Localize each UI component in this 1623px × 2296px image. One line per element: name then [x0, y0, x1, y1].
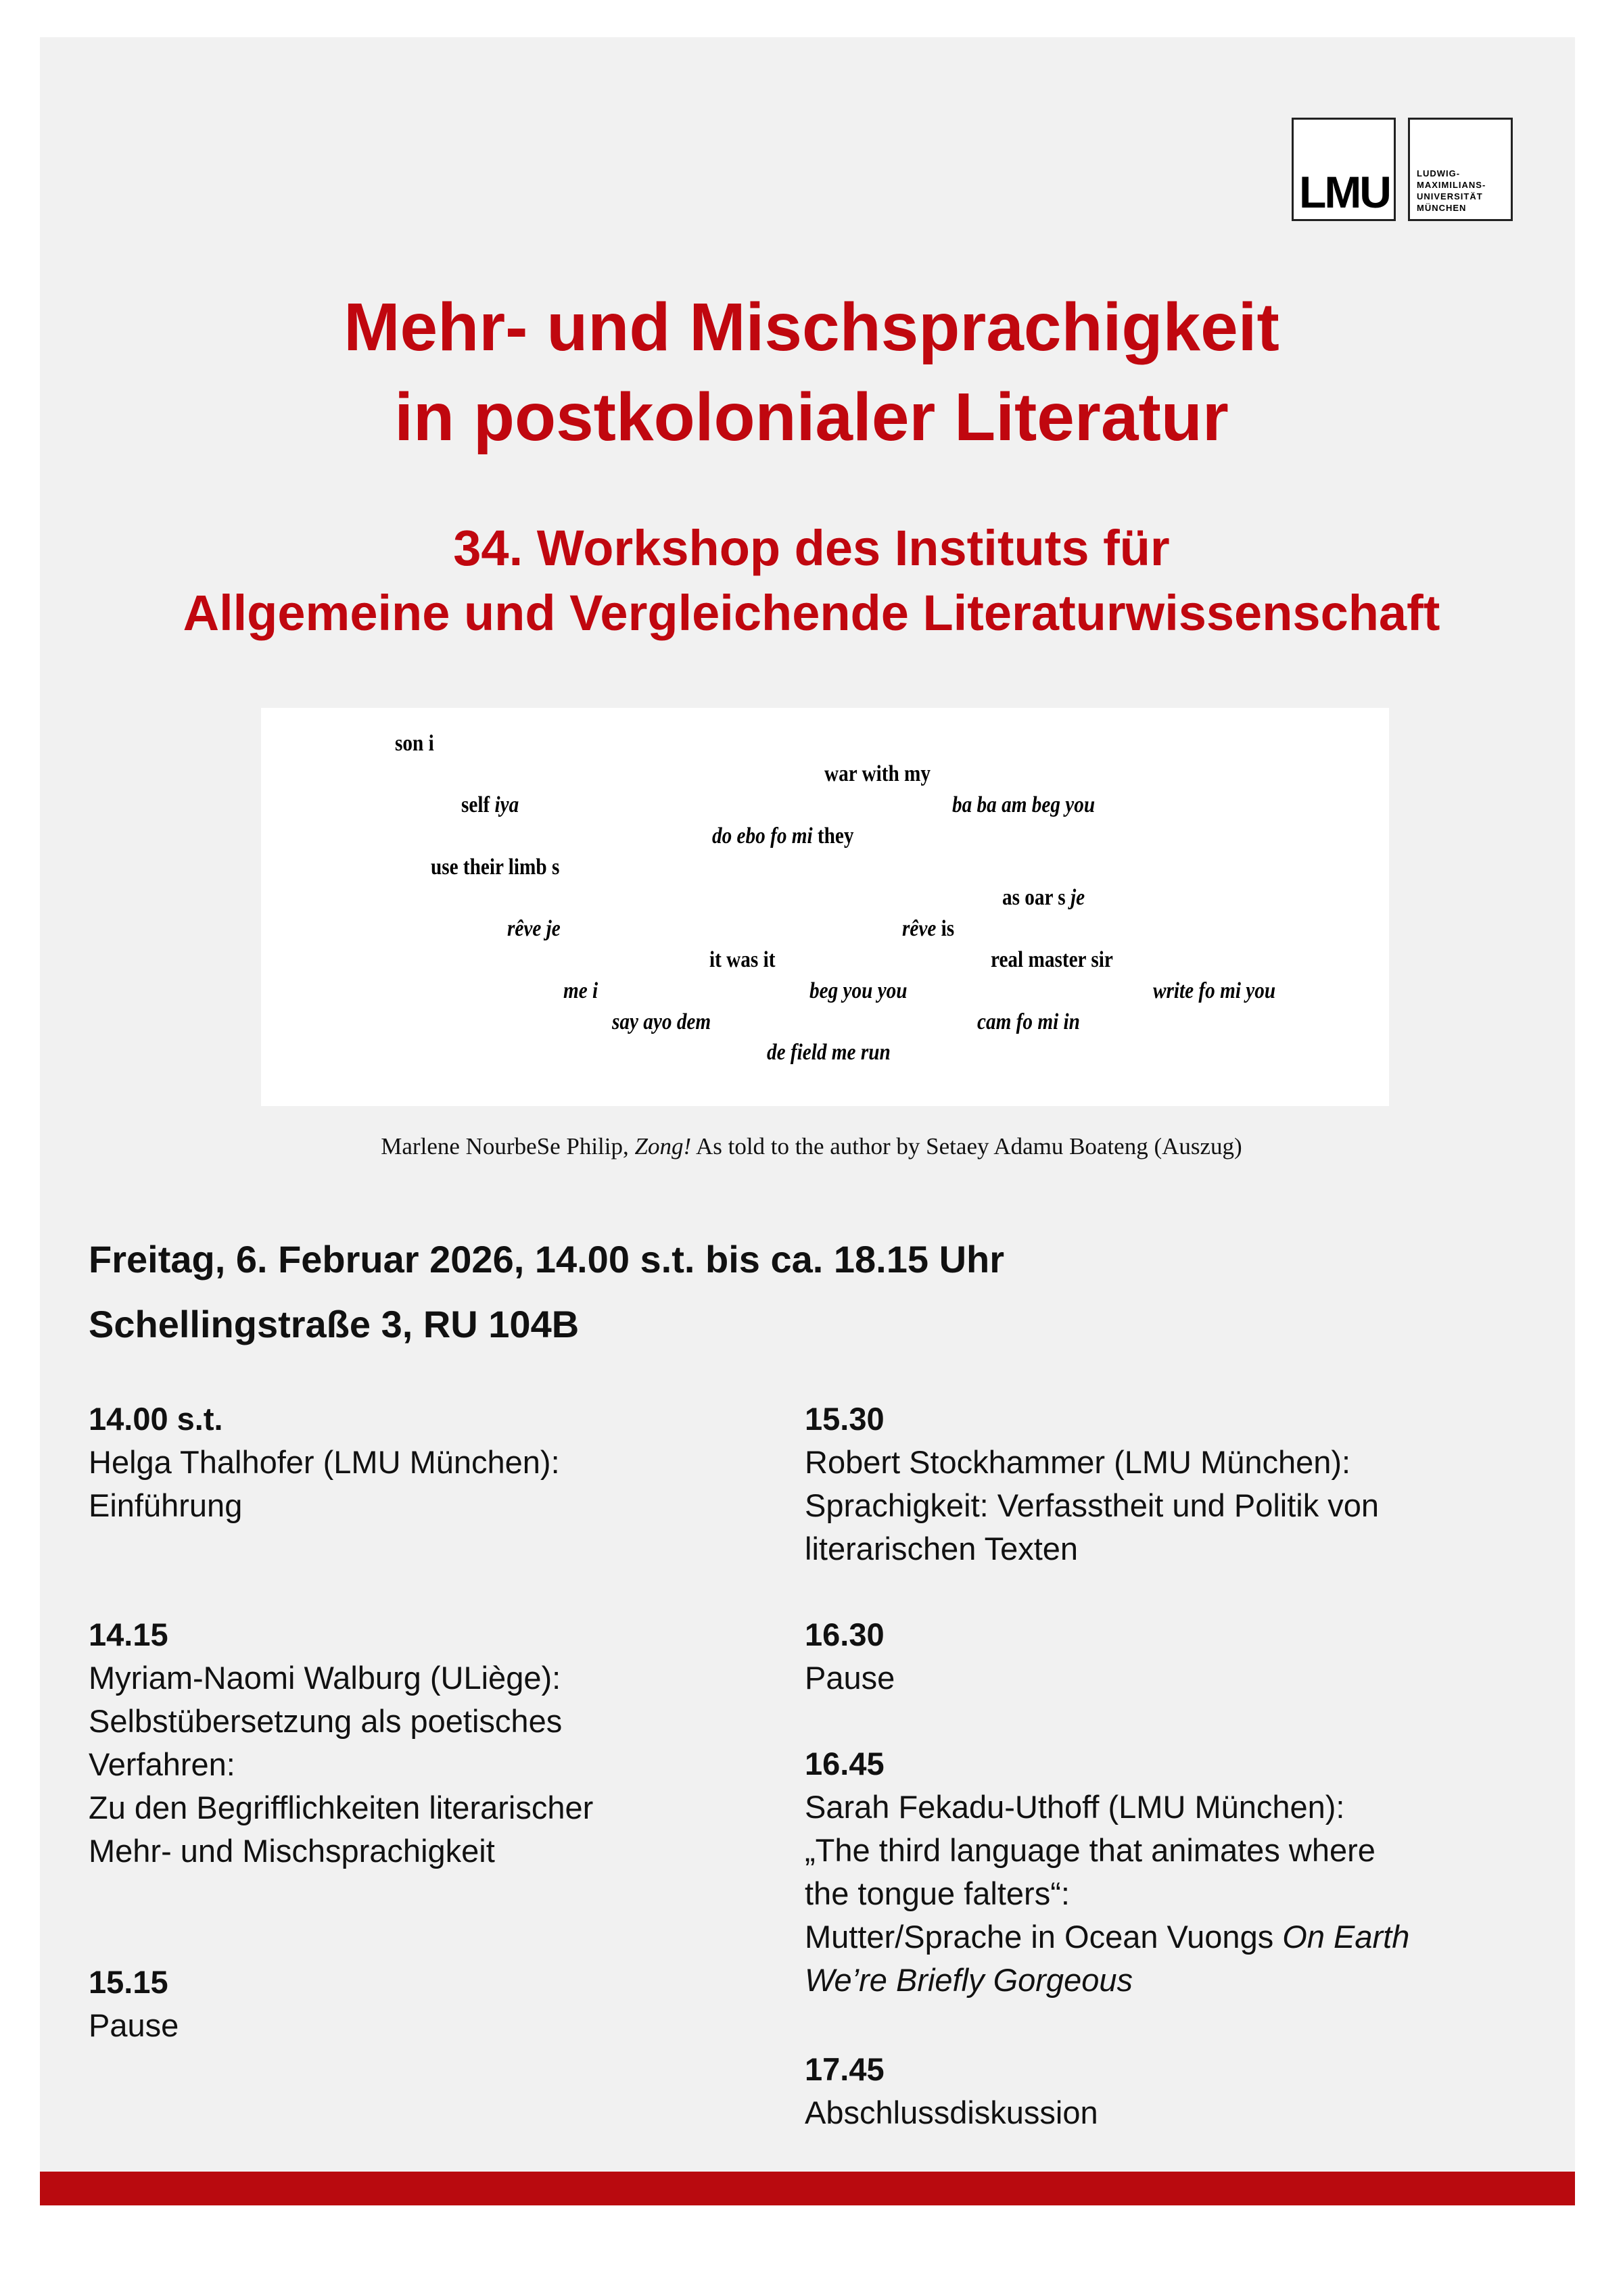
- poem-fragment: real master sir: [991, 947, 1113, 972]
- poem-line: [952, 792, 1095, 818]
- lmu-logo-mark: LMU: [1299, 167, 1390, 217]
- event-location: Schellingstraße 3, RU 104B: [89, 1303, 580, 1345]
- poem-line: [1153, 978, 1275, 1004]
- schedule-text: [805, 1484, 1379, 1527]
- poem-caption: [0, 1133, 1623, 1160]
- poem-fragment: cam fo mi in: [977, 1009, 1080, 1034]
- schedule-time: 15.30: [805, 1401, 885, 1437]
- schedule-time: 14.15: [89, 1617, 168, 1652]
- schedule-text: [805, 1872, 1409, 1915]
- schedule-text-span: Zu den Begrifflichkeiten literarischer: [89, 1790, 594, 1825]
- lmu-logo: [1292, 118, 1396, 221]
- poem-fragment: de field me run: [767, 1040, 891, 1065]
- poem-fragment: ba ba am beg you: [952, 792, 1096, 817]
- caption-author: Marlene NourbeSe Philip,: [381, 1133, 635, 1159]
- schedule-text-span: Pause: [89, 2007, 179, 2043]
- caption-rest: As told to the author by Setaey Adamu Boateng (Auszug): [691, 1133, 1242, 1159]
- university-name-line: MÜNCHEN: [1417, 203, 1467, 213]
- poem-line: [563, 978, 598, 1004]
- schedule-text: [89, 1441, 560, 1484]
- page-title: [0, 283, 1623, 462]
- lmu-logo-name: [1408, 118, 1513, 221]
- schedule-entry: [89, 1613, 593, 1873]
- schedule-text-span: Abschlussdiskussion: [805, 2095, 1098, 2130]
- poem-line: [712, 823, 854, 849]
- title-line: in postkolonialer Literatur: [394, 379, 1229, 455]
- poem-line: [809, 978, 908, 1004]
- schedule-text: [89, 1656, 593, 1700]
- schedule-text-span: Mutter/Sprache in Ocean Vuongs: [805, 1919, 1283, 1955]
- schedule-text: [805, 1786, 1409, 1829]
- poem-fragment: iya: [494, 792, 519, 817]
- poem-line: [431, 855, 559, 880]
- poem-line: [977, 1009, 1080, 1035]
- schedule-text: [805, 1959, 1409, 2002]
- caption-work: Zong!: [634, 1133, 692, 1159]
- university-name: [1417, 168, 1486, 214]
- poem-fragment: it was it: [709, 947, 776, 972]
- poem-fragment: beg you you: [809, 978, 908, 1003]
- poem-line: [1002, 885, 1085, 911]
- schedule-text: [805, 1915, 1409, 1959]
- schedule-entry: [89, 1961, 179, 2047]
- poem-fragment: rêve je: [507, 916, 561, 941]
- poem-fragment: self: [461, 792, 495, 817]
- poem-line: [461, 792, 519, 818]
- poem-line: [709, 947, 775, 973]
- schedule-time: 17.45: [805, 2051, 885, 2087]
- book-title: On Earth: [1282, 1919, 1410, 1955]
- schedule-entry: [805, 1397, 1379, 1571]
- university-name-line: UNIVERSITÄT: [1417, 191, 1483, 201]
- schedule-entry: [805, 1613, 895, 1700]
- poem-line: [824, 761, 931, 787]
- schedule-entry: [805, 2048, 1098, 2134]
- subtitle-line: 34. Workshop des Instituts für: [453, 520, 1170, 576]
- schedule-text: [89, 1786, 593, 1829]
- schedule-time: 16.45: [805, 1746, 885, 1781]
- schedule-text-span: literarischen Texten: [805, 1531, 1079, 1566]
- schedule-text: [805, 1829, 1409, 1872]
- poem-fragment: as oar s: [1002, 885, 1071, 910]
- footer-bar: [40, 2172, 1575, 2205]
- schedule-text-span: Robert Stockhammer (LMU München):: [805, 1444, 1351, 1480]
- university-name-line: MAXIMILIANS-: [1417, 180, 1486, 190]
- title-line: Mehr- und Mischsprachigkeit: [344, 289, 1279, 365]
- schedule-text: [805, 1527, 1379, 1571]
- schedule-text-span: Myriam-Naomi Walburg (ULiège):: [89, 1660, 561, 1696]
- schedule-text: [805, 1656, 895, 1700]
- event-date: Freitag, 6. Februar 2026, 14.00 s.t. bis ca. 18.15 Uhr: [89, 1238, 1005, 1281]
- schedule-text: [805, 1441, 1379, 1484]
- poem-fragment: je: [1071, 885, 1085, 910]
- poem-fragment: say ayo dem: [612, 1009, 711, 1034]
- poem-line: [507, 916, 561, 942]
- poem-line: [767, 1040, 891, 1066]
- poem-fragment: son i: [395, 731, 434, 756]
- subtitle: [0, 516, 1623, 646]
- schedule-text: [89, 2004, 179, 2047]
- schedule-text: [805, 2091, 1098, 2134]
- poem-fragment: me i: [563, 978, 598, 1003]
- poem-fragment: use their limb s: [431, 855, 560, 880]
- poem-fragment: is: [936, 916, 955, 941]
- schedule-text-span: Mehr- und Mischsprachigkeit: [89, 1833, 495, 1869]
- poem-fragment: write fo mi you: [1153, 978, 1276, 1003]
- poem-fragment: do ebo fo mi: [712, 823, 813, 848]
- schedule-text-span: Verfahren:: [89, 1746, 235, 1782]
- book-title: We’re Briefly Gorgeous: [805, 1962, 1133, 1998]
- schedule-text-span: „The third language that animates where: [805, 1832, 1375, 1868]
- schedule-text: [89, 1484, 560, 1527]
- schedule-text-span: Sprachigkeit: Verfasstheit und Politik von: [805, 1487, 1380, 1523]
- poem-line: [395, 731, 434, 757]
- poem-fragment: rêve: [902, 916, 937, 941]
- schedule-time: 16.30: [805, 1617, 885, 1652]
- schedule-text-span: Pause: [805, 1660, 895, 1696]
- schedule-entry: [805, 1742, 1409, 2002]
- schedule-time: 14.00 s.t.: [89, 1401, 223, 1437]
- poem-fragment: war with my: [824, 761, 931, 786]
- poem-line: [612, 1009, 711, 1035]
- university-name-line: LUDWIG-: [1417, 168, 1461, 178]
- poem-line: [991, 947, 1113, 973]
- schedule-text-span: the tongue falters“:: [805, 1875, 1070, 1911]
- schedule-text-span: Selbstübersetzung als poetisches: [89, 1703, 563, 1739]
- poem-fragment: they: [812, 823, 854, 848]
- schedule-text: [89, 1743, 593, 1786]
- subtitle-line: Allgemeine und Vergleichende Literaturwissenschaft: [183, 585, 1440, 641]
- schedule-text-span: Einführung: [89, 1487, 243, 1523]
- poem-line: [902, 916, 954, 942]
- schedule-time: 15.15: [89, 1964, 168, 2000]
- schedule-text: [89, 1829, 593, 1873]
- schedule-entry: [89, 1397, 560, 1527]
- schedule-text: [89, 1700, 593, 1743]
- schedule-text-span: Helga Thalhofer (LMU München):: [89, 1444, 560, 1480]
- schedule-text-span: Sarah Fekadu-Uthoff (LMU München):: [805, 1789, 1345, 1825]
